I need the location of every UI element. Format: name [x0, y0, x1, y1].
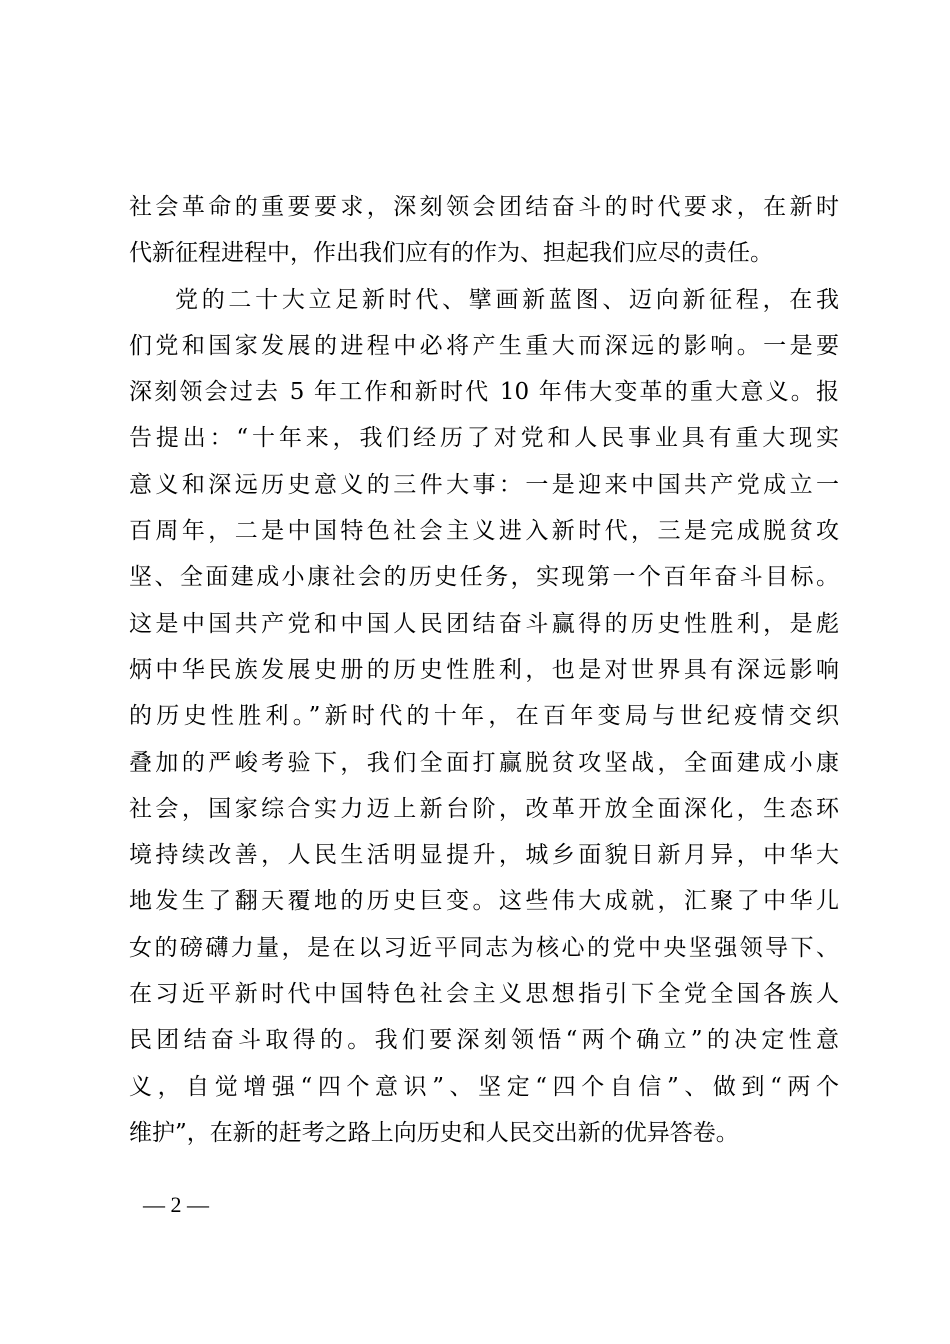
text-line: 百周年，二是中国特色社会主义进入新时代，三是完成脱贫攻 [129, 518, 839, 545]
text-line: 女的磅礴力量，是在以习近平同志为核心的党中央坚强领导下、 [129, 934, 839, 961]
text-line: 地发生了翻天覆地的历史巨变。这些伟大成就，汇聚了中华儿 [129, 888, 839, 915]
text-line: 党的二十大立足新时代、擘画新蓝图、迈向新征程，在我 [175, 286, 839, 313]
text-line: 在习近平新时代中国特色社会主义思想指引下全党全国各族人 [129, 981, 839, 1008]
text-line: 意义和深远历史意义的三件大事：一是迎来中国共产党成立一 [129, 471, 839, 498]
text-line: 义，自觉增强“四个意识”、坚定“四个自信”、做到“两个 [129, 1073, 839, 1100]
text-line: 告提出：“十年来，我们经历了对党和人民事业具有重大现实 [129, 425, 839, 452]
text-line: 社会，国家综合实力迈上新台阶，改革开放全面深化，生态环 [129, 795, 839, 822]
text-line: 深刻领会过去 5 年工作和新时代 10 年伟大变革的重大意义。报 [129, 379, 839, 406]
text-line: 社会革命的重要要求，深刻领会团结奋斗的时代要求，在新时 [129, 194, 839, 220]
text-line: 这是中国共产党和中国人民团结奋斗赢得的历史性胜利，是彪 [129, 610, 839, 637]
text-line: 代新征程进程中，作出我们应有的作为、担起我们应尽的责任。 [129, 240, 773, 267]
text-line: 坚、全面建成小康社会的历史任务，实现第一个百年奋斗目标。 [129, 564, 839, 591]
text-line: 维护”，在新的赶考之路上向历史和人民交出新的优异答卷。 [129, 1119, 739, 1146]
text-line: 叠加的严峻考验下，我们全面打赢脱贫攻坚战，全面建成小康 [129, 749, 839, 776]
text-line: 的历史性胜利。”新时代的十年，在百年变局与世纪疫情交织 [129, 703, 839, 730]
page-number: — 2 — [143, 1192, 209, 1217]
body-text [129, 184, 839, 1156]
text-line: 们党和国家发展的进程中必将产生重大而深远的影响。一是要 [129, 332, 839, 359]
text-line: 境持续改善，人民生活明显提升，城乡面貌日新月异，中华大 [129, 842, 839, 869]
text-line: 民团结奋斗取得的。我们要深刻领悟“两个确立”的决定性意 [129, 1027, 839, 1054]
text-line: 炳中华民族发展史册的历史性胜利，也是对世界具有深远影响 [129, 656, 839, 683]
